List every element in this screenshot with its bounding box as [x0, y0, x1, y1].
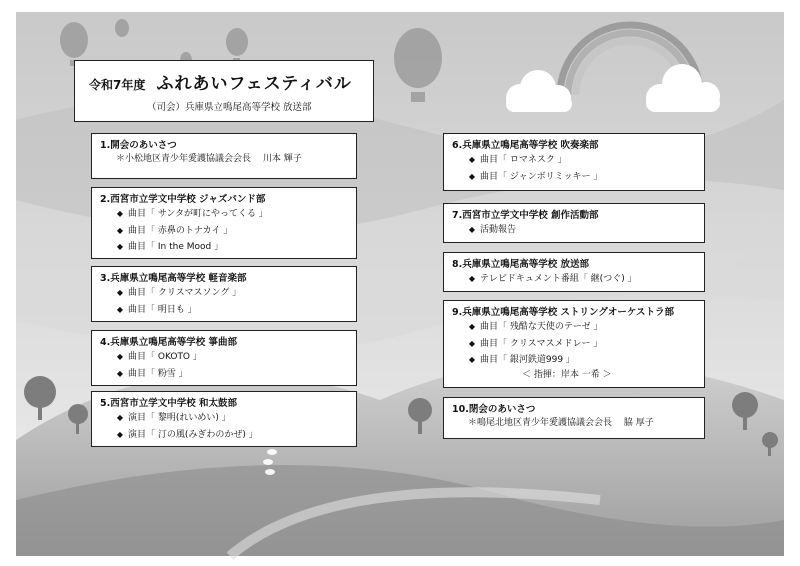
program-item-heading: 8.兵庫県立鳴尾高等学校 放送部	[452, 259, 590, 270]
program-entry: 曲目「 OKOTO 」	[128, 352, 202, 362]
emcee-credit: （司会）兵庫県立鳴尾高等学校 放送部	[147, 102, 312, 113]
program-item-heading: 7.西宮市立学文中学校 創作活動部	[452, 210, 599, 221]
diamond-bullet-icon: ◆	[468, 322, 476, 331]
diamond-bullet-icon: ◆	[116, 242, 124, 251]
program-title-box	[74, 60, 374, 122]
diamond-bullet-icon: ◆	[468, 355, 476, 364]
program-entry: テレビドキュメント番組「 継(つぐ) 」	[480, 274, 637, 284]
program-entry: 活動報告	[480, 225, 517, 235]
diamond-bullet-icon: ◆	[468, 225, 476, 234]
diamond-bullet-icon: ◆	[116, 225, 124, 235]
program-entry: 曲目「 サンタが町にやってくる 」	[128, 209, 268, 219]
speaker-note: ＊小松地区青少年愛護協議会会長 川本 輝子	[116, 154, 302, 164]
program-item-heading: 4.兵庫県立鳴尾高等学校 箏曲部	[100, 337, 238, 348]
program-item-3	[91, 266, 357, 322]
program-entry: 曲目「 クリスマスメドレー 」	[480, 338, 603, 349]
program-entry: 曲目「 クリスマスソング 」	[128, 288, 242, 298]
program-entry: 曲目「 残酷な天使のテーゼ 」	[480, 322, 603, 332]
diamond-bullet-icon: ◆	[468, 274, 476, 283]
program-entry: 演目「 汀の風(みぎわのかぜ) 」	[128, 429, 258, 440]
program-item-9	[443, 300, 705, 388]
conductor-credit: ＜ 指揮：岸本 一希 ＞	[522, 369, 612, 380]
program-item-10	[443, 397, 705, 439]
program-item-heading: 10.閉会のあいさつ	[452, 404, 536, 415]
program-entry: 曲目「 In the Mood 」	[128, 242, 224, 252]
program-item-heading: 3.兵庫県立鳴尾高等学校 軽音楽部	[100, 273, 247, 284]
program-item-8	[443, 252, 705, 292]
program-item-heading: 9.兵庫県立鳴尾高等学校 ストリングオーケストラ部	[452, 307, 674, 318]
program-entry: 演目「 黎明(れいめい) 」	[128, 413, 231, 423]
title-line	[89, 69, 352, 94]
program-entry: 曲目「 ロマネスク 」	[480, 155, 567, 165]
program-item-7	[443, 203, 705, 243]
program-entry: 曲目「 明日も 」	[128, 304, 197, 315]
diamond-bullet-icon: ◆	[116, 413, 124, 422]
diamond-bullet-icon: ◆	[468, 338, 476, 348]
program-item-5	[91, 391, 357, 447]
diamond-bullet-icon: ◆	[468, 171, 476, 181]
title-year: 令和7年度	[89, 78, 146, 92]
program-item-heading: 5.西宮市立学文中学校 和太鼓部	[100, 398, 238, 409]
diamond-bullet-icon: ◆	[116, 368, 124, 378]
page-title: ふれあいフェスティバル	[156, 74, 352, 94]
program-entry: 曲目「 粉雪 」	[128, 368, 188, 379]
diamond-bullet-icon: ◆	[116, 304, 124, 314]
diamond-bullet-icon: ◆	[116, 288, 124, 297]
program-item-heading: 1.開会のあいさつ	[100, 140, 177, 151]
diamond-bullet-icon: ◆	[116, 429, 124, 439]
program-item-heading: 6.兵庫県立鳴尾高等学校 吹奏楽部	[452, 140, 599, 151]
program-entry: 曲目「 赤鼻のトナカイ 」	[128, 225, 233, 236]
diamond-bullet-icon: ◆	[468, 155, 476, 164]
program-item-4	[91, 330, 357, 386]
speaker-note: ＊鳴尾北地区青少年愛護協議会会長 脇 厚子	[468, 418, 654, 428]
program-entry: 曲目「 ジャンボリミッキー 」	[480, 171, 603, 182]
program-item-heading: 2.西宮市立学文中学校 ジャズバンド部	[100, 194, 266, 205]
program-item-6	[443, 133, 705, 191]
program-item-2	[91, 187, 357, 259]
diamond-bullet-icon: ◆	[116, 352, 124, 361]
diamond-bullet-icon: ◆	[116, 209, 124, 218]
program-entry: 曲目「 銀河鉄道999 」	[480, 355, 575, 365]
program-item-1	[91, 133, 357, 179]
